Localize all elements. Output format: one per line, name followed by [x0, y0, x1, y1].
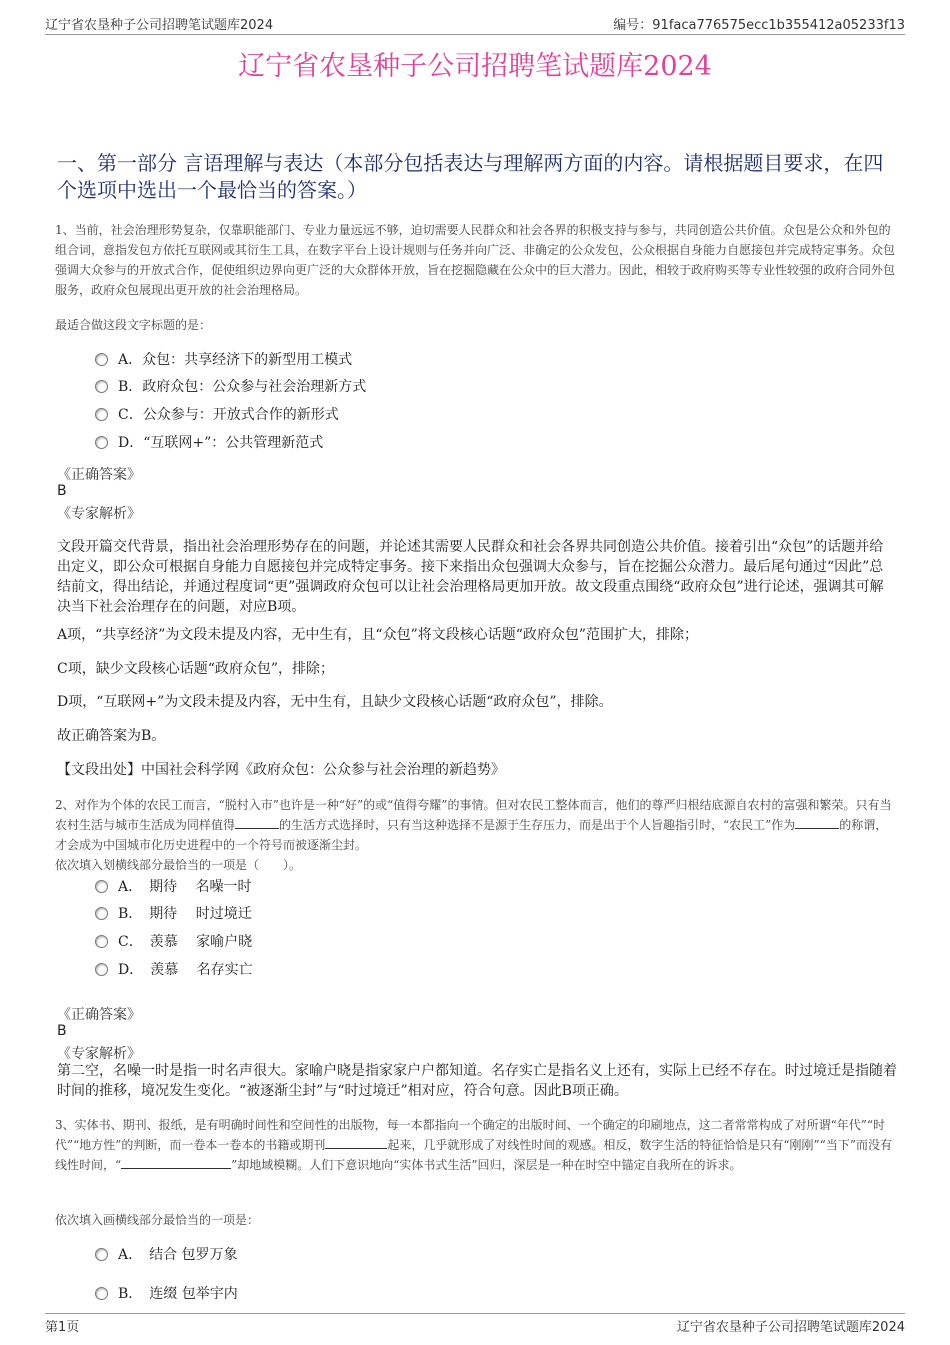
q1-option-d[interactable]: D．“互联网+”：公共管理新范式 — [95, 433, 323, 453]
header-serial: 编号：91faca776575ecc1b355412a05233f13 — [613, 18, 905, 33]
q1-prompt: 最适合做这段文字标题的是： — [55, 318, 212, 332]
q2-analysis: 第二空，名噪一时是指一时名声很大。家喻户晓是指家家户户都知道。名存实亡是指名义上还有，实际上已经不存在。时过境迁是指随着时间的推移，境况发生变化。“被逐渐尘封”与“时过境迁”相对应，符合句意。因此B项正确。 — [57, 1063, 897, 1099]
q3-option-b[interactable]: B． 连缀 包举宇内 — [95, 1284, 238, 1304]
q2-option-a[interactable]: A． 期待 名噪一时 — [95, 877, 252, 897]
q2-analysis-label: 《专家解析》 — [57, 1046, 141, 1062]
section-heading: 一、第一部分 言语理解与表达（本部分包括表达与理解两方面的内容。请根据题目要求，在四个选项中选出一个最恰当的答案。） — [57, 151, 884, 202]
q2-answer-label: 《正确答案》 — [57, 1007, 141, 1023]
q1-analysis-c: C项，缺少文段核心话题“政府众包”，排除； — [57, 661, 335, 677]
q3-option-a[interactable]: A． 结合 包罗万象 — [95, 1245, 238, 1265]
q2-option-d[interactable]: D． 羡慕 名存实亡 — [95, 960, 253, 980]
page-header — [45, 14, 905, 35]
radio-icon[interactable] — [95, 1287, 108, 1300]
q3-prompt: 依次填入画横线部分最恰当的一项是： — [55, 1213, 260, 1227]
radio-icon[interactable] — [95, 1248, 108, 1261]
radio-icon[interactable] — [95, 963, 108, 976]
page-footer — [45, 1313, 905, 1336]
q1-option-c[interactable]: C．公众参与：开放式合作的新形式 — [95, 405, 339, 425]
q1-option-a[interactable]: A．众包：共享经济下的新型用工模式 — [95, 350, 352, 370]
q1-analysis-d: D项，“互联网+”为文段未提及内容，无中生有，且缺少文段核心话题“政府众包”，排除。 — [57, 694, 613, 710]
q2-text: 2、对作为个体的农民工而言，“脱村入市”也许是一种“好”的或“值得夸耀”的事情。但对农民工整体而言，他们的尊严归根结底源自农村的富强和繁荣。只有当农村生活与城市生活成为同样值得 的生活方式选择时，只有当这种选择不是源于生存压力，而是出于个人旨趣指引时，“农民工”作为 的称谓，才会成为中国城市化历史进程中的一个符号而被逐渐尘封。 — [55, 798, 892, 852]
q3-text: 3、实体书、期刊、报纸，是有明确时间性和空间性的出版物，每一本都指向一个确定的出版时间、一个确定的印刷地点，这二者常常构成了对所谓“年代”“时代”“地方性”的判断，而一卷本一卷本的书籍或期刊 起来，几乎就形成了对线性时间的观感。相反，数字生活的特征恰恰是只有“刚刚”“当下”而没有线性时间，“ ”却地域模糊。人们下意识地向“实体书式生活”回归，深层是一种在时空中锚定自我所在的诉求。 — [55, 1118, 892, 1172]
q1-analysis-main: 文段开篇交代背景，指出社会治理形势存在的问题，并论述其需要人民群众和社会各界共同创造公共价值。接着引出“众包”的话题并给出定义，即公众可根据自身能力自愿接包并完成特定事务。接下来指出众包强调大众参与，旨在挖掘公众潜力。最后尾句通过“因此”总结前文，得出结论，并通过程度词“更”强调政府众包可以让社会治理格局更加开放。故文段重点围绕“政府众包”进行论述，强调其可解决当下社会治理存在的问题，对应B项。 — [57, 539, 884, 615]
q1-analysis-a: A项，“共享经济”为文段未提及内容，无中生有，且“众包”将文段核心话题“政府众包”范围扩大，排除； — [57, 627, 699, 643]
footer-title: 辽宁省农垦种子公司招聘笔试题库2024 — [676, 1320, 905, 1335]
page-title: 辽宁省农垦种子公司招聘笔试题库2024 — [238, 51, 712, 82]
q1-text: 1、当前，社会治理形势复杂，仅靠职能部门、专业力量远远不够，迫切需要人民群众和社会各界的积极支持与参与，共同创造公共价值。众包是公众和外包的组合词，意指发包方依托互联网或其衍生工具，在数字平台上设计规则与任务并向广泛、非确定的公众发包，公众根据自身能力自愿接包并完成特定事务。众包强调大众参与的开放式合作，促使组织边界向更广泛的大众群体开放，旨在挖掘隐藏在公众中的巨大潜力。因此，相较于政府购买等专业性较强的政府合同外包服务，政府众包展现出更开放的社会治理格局。 — [55, 223, 896, 297]
radio-icon[interactable] — [95, 380, 108, 393]
q1-analysis-conclusion: 故正确答案为B。 — [57, 728, 166, 744]
radio-icon[interactable] — [95, 935, 108, 948]
q2-prompt: 依次填入划横线部分最恰当的一项是（ ）。 — [55, 858, 302, 872]
radio-icon[interactable] — [95, 907, 108, 920]
radio-icon[interactable] — [95, 353, 108, 366]
q1-answer-label: 《正确答案》 — [57, 467, 141, 483]
page-number: 第1页 — [45, 1320, 80, 1335]
header-left: 辽宁省农垦种子公司招聘笔试题库2024 — [45, 18, 274, 33]
q2-answer: B — [57, 1023, 67, 1039]
radio-icon[interactable] — [95, 880, 108, 893]
q1-answer: B — [57, 483, 67, 499]
q2-option-c[interactable]: C． 羡慕 家喻户晓 — [95, 932, 252, 952]
q2-option-b[interactable]: B． 期待 时过境迁 — [95, 904, 252, 924]
radio-icon[interactable] — [95, 408, 108, 421]
q1-option-b[interactable]: B．政府众包：公众参与社会治理新方式 — [95, 377, 366, 397]
radio-icon[interactable] — [95, 436, 108, 449]
q1-source: 【文段出处】中国社会科学网《政府众包：公众参与社会治理的新趋势》 — [57, 762, 505, 778]
q1-analysis-label: 《专家解析》 — [57, 506, 141, 522]
